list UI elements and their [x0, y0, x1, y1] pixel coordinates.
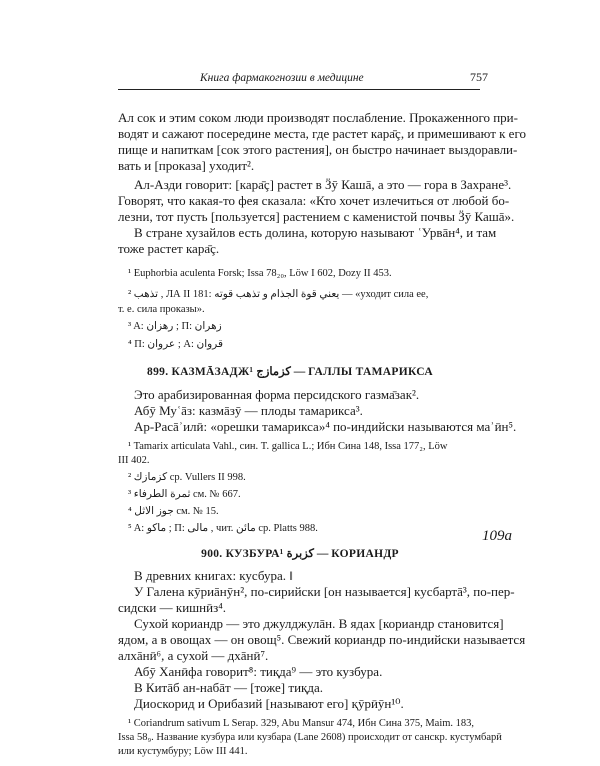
- footnote-line: ⁴ جوز الاثل см. № 15.: [128, 506, 219, 517]
- footnote-line: или кустумбуру; Löw III 441.: [118, 746, 248, 757]
- text-line: ядом, а в овощах — он овощ⁵. Свежий кориандр по-индийски называется: [118, 632, 526, 647]
- text-line: Ар-Расāʾилӣ: «орешки тамарикса»⁴ по-индийски называются маʾӣн⁵.: [134, 419, 517, 434]
- text-line: В Китāб ан-набāт — [тоже] тиқда.: [134, 680, 323, 695]
- footnote-line: III 402.: [118, 455, 150, 466]
- text-line: Это арабизированная форма персидского газма̄зак².: [134, 387, 420, 402]
- text-line: Говорят, что какая-то фея сказала: «Кто хочет излечиться от любой бо-: [118, 193, 510, 208]
- margin-folio-note: 109a: [482, 528, 512, 544]
- text-line: У Галена кӯриāнӯн², по-сирийски [он называется] кусбартā³, по-пер-: [134, 584, 515, 599]
- text-line: Ал-Азди говорит: [кара̄ç] растет в Ӟӯ Кашā, а это — гора в Захране³.: [134, 177, 512, 192]
- text-line: сидски — кишнӣз⁴.: [118, 600, 226, 615]
- footnote-line: ¹ Tamarix articulata Vahl., син. T. gallica L.; Ибн Сина 148, Issa 177₂, Löw: [128, 441, 448, 452]
- text-line: лезни, тот пусть [пользуется] растением с каменистой почвы Ӟӯ Кашā».: [118, 209, 515, 224]
- text-line: пище и напиткам [сок этого растения], он быстро начинает выздоравли-: [118, 142, 518, 157]
- text-line: Диоскорид и Орибазий [называют его] қӯрӣӯн¹⁰.: [134, 696, 404, 711]
- text-line: тоже растет кара̄ç.: [118, 241, 220, 256]
- footnote-line: ¹ Coriandrum sativum L Serap. 329, Abu Mansur 474, Ибн Сина 375, Maim. 183,: [128, 718, 475, 729]
- footnote-line: ¹ Euphorbia aculenta Forsk; Issa 78₂₀, Löw I 602, Dozy II 453.: [128, 268, 392, 279]
- text-line: Сухой кориандр — это джулджулāн. В ядах [кориандр становится]: [134, 616, 504, 631]
- footnote-line: ⁵ A: ماكو ; П: مالى , чит. مائن ср. Platts 988.: [128, 523, 318, 534]
- text-line: водят и сажают посередине места, где растет кара̄ç, и примешивают к его: [118, 126, 526, 141]
- footnote-line: ² تذهب , ЛА II 181: يعني قوة الجذام و تذهب قوته — «уходит сила ее,: [128, 289, 429, 300]
- entry-heading: 899. КАЗМĀЗАДЖ¹ كزمازج — ГАЛЛЫ ТАМАРИКСА: [147, 366, 433, 378]
- footnote-line: ² كزمازك ср. Vullers II 998.: [128, 472, 246, 483]
- text-line: В стране хузайлов есть долина, которую называют ʿУрвāн⁴, и там: [134, 225, 497, 240]
- page-number: 757: [470, 70, 488, 84]
- running-title: Книга фармакогнозии в медицине: [200, 72, 364, 84]
- text-line: Абӯ Ханӣфа говорит⁸: тиқда⁹ — это кузбура.: [134, 664, 383, 679]
- text-line: В древних книгах: кусбура. ‖: [134, 568, 293, 583]
- text-line: алхāнӣ⁶, а сухой — дхāнӣ⁷.: [118, 648, 269, 663]
- footnote-line: ³ ثمرة الطرفاء см. № 667.: [128, 489, 241, 500]
- text-line: вать и [проказа] уходит².: [118, 158, 255, 173]
- footnote-line: т. е. сила проказы».: [118, 304, 205, 315]
- footnote-line: ³ A: رهزان ; П: زهران: [128, 321, 222, 332]
- entry-heading: 900. КУЗБУРА¹ كزبرة — КОРИАНДР: [201, 548, 399, 560]
- text-line: Ал сок и этим соком люди производят послабление. Прокаженного при-: [118, 110, 518, 125]
- footnote-line: ⁴ П: عروان ; A: قروان: [128, 339, 223, 350]
- footnote-line: Issa 58₉. Название кузбура или кузбара (Lane 2608) происходит от санскр. кустумбарӣ: [118, 732, 502, 743]
- text-line: Абӯ Муʿāз: казмāзӯ — плоды тамарикса³.: [134, 403, 363, 418]
- header-rule: [118, 89, 480, 90]
